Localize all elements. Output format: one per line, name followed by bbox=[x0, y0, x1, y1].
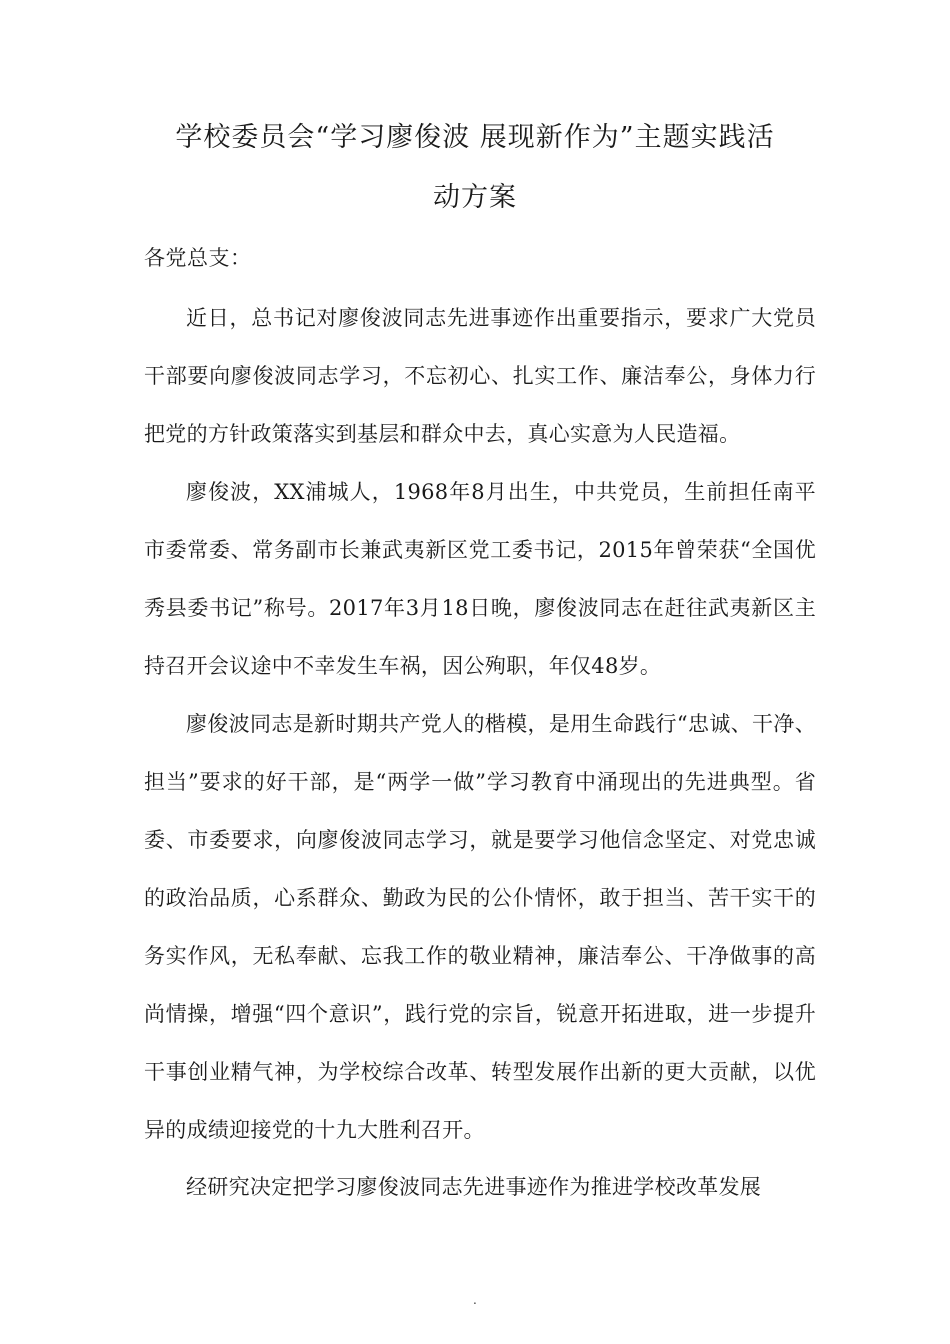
paragraph-1: 近日，总书记对廖俊波同志先进事迹作出重要指示，要求广大党员干部要向廖俊波同志学习，不忘初心、扎实工作、廉洁奉公，身体力行把党的方针政策落实到基层和群众中去，真心实意为人民造福。 bbox=[144, 306, 816, 446]
document-title-line-2: 动方案 bbox=[433, 182, 517, 213]
page-footer-mark: . bbox=[473, 1293, 477, 1307]
salutation: 各党总支： bbox=[144, 246, 252, 270]
paragraph-4: 经研究决定把学习廖俊波同志先进事迹作为推进学校改革发展 bbox=[186, 1175, 762, 1199]
paragraph-3: 廖俊波同志是新时期共产党人的楷模，是用生命践行“忠诚、干净、担当”要求的好干部，是“两学一做”学习教育中涌现出的先进典型。省委、市委要求，向廖俊波同志学习，就是要学习他信念坚定、对党忠诚的政治品质，心系群众、勤政为民的公仆情怀，敢于担当、苦干实干的务实作风，无私奉献、忘我工作的敬业精神，廉洁奉公、干净做事的高尚情操，增强“四个意识”，践行党的宗旨，锐意开拓进取，进一步提升干事创业精气神，为学校综合改革、转型发展作出新的更大贡献，以优异的成绩迎接党的十九大胜利召开。 bbox=[144, 712, 816, 1142]
document-title-line-1: 学校委员会“学习廖俊波 展现新作为”主题实践活 bbox=[175, 122, 775, 153]
paragraph-2: 廖俊波，XX浦城人，1968年8月出生，中共党员，生前担任南平市委常委、常务副市长兼武夷新区党工委书记，2015年曾荣获“全国优秀县委书记”称号。2017年3月18日晚，廖俊波同志在赶往武夷新区主持召开会议途中不幸发生车祸，因公殉职，年仅48岁。 bbox=[144, 480, 816, 678]
